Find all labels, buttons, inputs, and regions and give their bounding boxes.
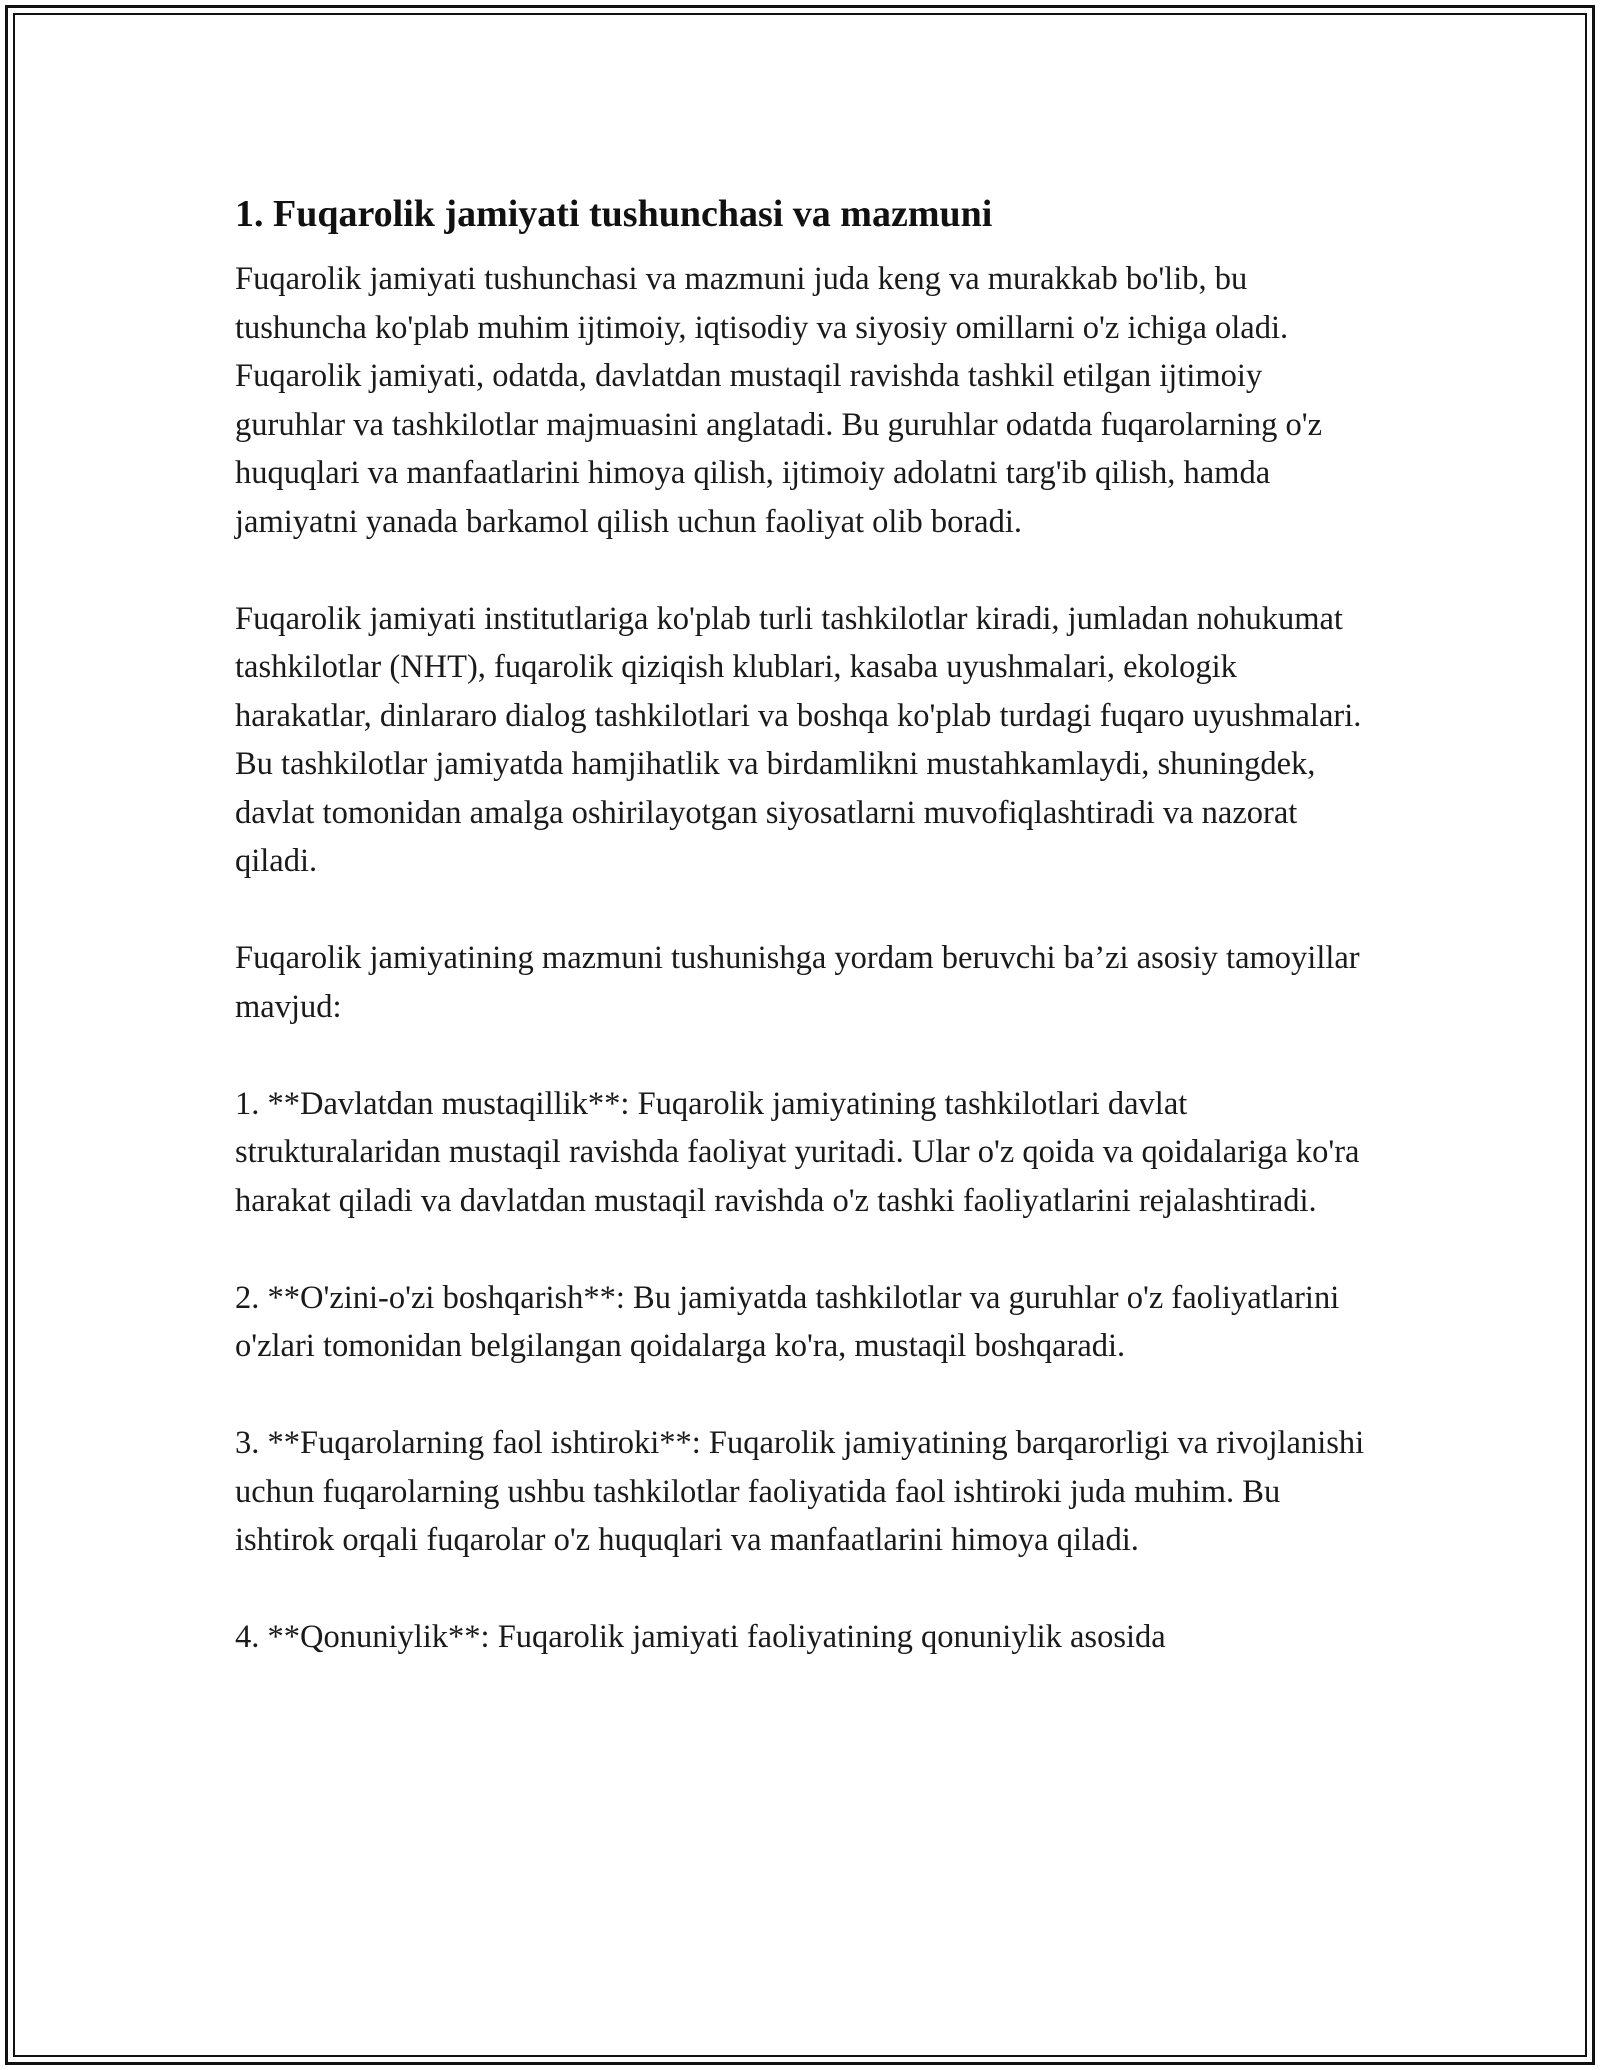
paragraph-principles-intro: Fuqarolik jamiyatining mazmuni tushunishga yordam beruvchi ba’zi asosiy tamoyillar mavjud: xyxy=(235,940,1360,1025)
list-item-legality: 4. **Qonuniylik**: Fuqarolik jamiyati faoliyatining qonuniylik asosida xyxy=(235,1619,1166,1655)
list-item-self-governance: 2. **O'zini-o'zi boshqarish**: Bu jamiyatda tashkilotlar va guruhlar o'z faoliyatlarini o'zlari tomonidan belgilangan qoidalarga ko'ra, mustaqil boshqaradi. xyxy=(235,1279,1340,1364)
section-heading: 1. Fuqarolik jamiyati tushunchasi va mazmuni xyxy=(235,193,993,235)
list-item-independence: 1. **Davlatdan mustaqillik**: Fuqarolik jamiyatining tashkilotlari davlat strukturalaridan mustaqil ravishda faoliyat yuritadi. Ular o'z qoida va qoidalariga ko'ra harakat qiladi va davlatdan mustaqil ravishda o'z tashki faoliyatlarini rejalashtiradi. xyxy=(235,1085,1360,1219)
paragraph-institutions: Fuqarolik jamiyati institutlariga ko'plab turli tashkilotlar kiradi, jumladan nohukumat tashkilotlar (NHT), fuqarolik qiziqish klublari, kasaba uyushmalari, ekologik harakatlar, dinlararo dialog tashkilotlari va boshqa ko'plab turdagi fuqaro uyushmalari. Bu tashkilotlar jamiyatda hamjihatlik va birdamlikni mustahkamlaydi, shuningdek, davlat tomonidan amalga oshirilayotgan siyosatlarni muvofiqlashtiradi va nazorat qiladi. xyxy=(235,600,1362,879)
list-item-participation: 3. **Fuqarolarning faol ishtiroki**: Fuqarolik jamiyatining barqarorligi va rivojlanishi uchun fuqarolarning ushbu tashkilotlar faoliyatida faol ishtiroki juda muhim. Bu ishtirok orqali fuqarolar o'z huquqlari va manfaatlarini himoya qiladi. xyxy=(235,1425,1365,1558)
paragraph-intro: Fuqarolik jamiyati tushunchasi va mazmuni juda keng va murakkab bo'lib, bu tushuncha ko'plab muhim ijtimoiy, iqtisodiy va siyosiy omillarni o'z ichiga oladi. Fuqarolik jamiyati, odatda, davlatdan mustaqil ravishda tashkil etilgan ijtimoiy guruhlar va tashkilotlar majmuasini anglatadi. Bu guruhlar odatda fuqarolarning o'z huquqlari va manfaatlarini himoya qilish, ijtimoiy adolatni targ'ib qilish, hamda jamiyatni yanada barkamol qilish uchun faoliyat olib boradi. xyxy=(235,261,1323,540)
document-body xyxy=(235,185,1365,1710)
